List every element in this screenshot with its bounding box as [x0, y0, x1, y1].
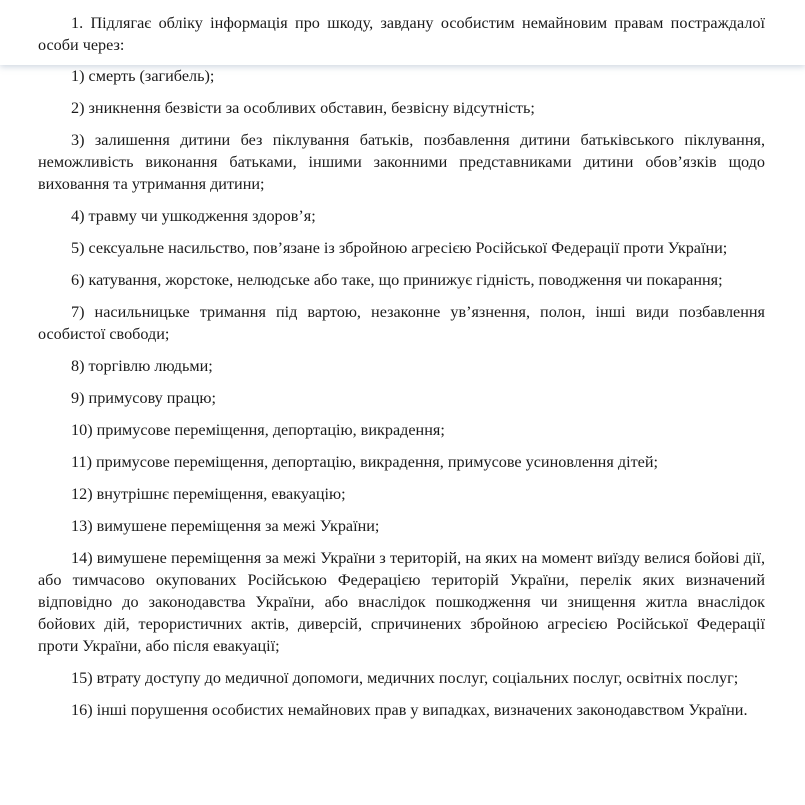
list-item: 2) зникнення безвісти за особливих обставин, безвісну відсутність;	[71, 99, 535, 117]
list-item: 11) примусове переміщення, депортацію, викрадення, примусове усиновлення дітей;	[71, 453, 658, 471]
list-item: 9) примусову працю;	[71, 389, 216, 407]
list-item: 1) смерть (загибель);	[71, 67, 215, 85]
list-item: 13) вимушене переміщення за межі України;	[71, 517, 380, 535]
list-item: 3) залишення дитини без піклування батьків, позбавлення дитини батьківського піклування, неможливість виконання батьками, іншими законними представниками дитини обов’язків щодо виховання та утримання дитини;	[38, 131, 765, 193]
list-item: 8) торгівлю людьми;	[71, 357, 213, 375]
list-item: 16) інші порушення особистих немайнових прав у випадках, визначених законодавством України.	[71, 701, 748, 719]
list-item: 7) насильницьке тримання під вартою, незаконне ув’язнення, полон, інші види позбавлення особистої свободи;	[38, 303, 765, 343]
list-item: 4) травму чи ушкодження здоров’я;	[71, 207, 316, 225]
paragraph-heading: 1. Підлягає обліку інформація про шкоду, завдану особистим немайновим правам постраждалої особи через:	[38, 14, 765, 54]
list-item: 5) сексуальне насильство, пов’язане із збройною агресією Російської Федерації проти України;	[71, 239, 728, 257]
list-item: 15) втрату доступу до медичної допомоги, медичних послуг, соціальних послуг, освітніх послуг;	[71, 669, 739, 687]
list-item: 12) внутрішнє переміщення, евакуацію;	[71, 485, 346, 503]
list-item: 10) примусове переміщення, депортацію, викрадення;	[71, 421, 445, 439]
list-item: 6) катування, жорстоке, нелюдське або таке, що принижує гідність, поводження чи покарання;	[71, 271, 723, 289]
list-item: 14) вимушене переміщення за межі України з територій, на яких на момент виїзду велися бойові дії, або тимчасово окупованих Російською Федерацією територій України, перелік яких визначений відповідно до законодавства України, або внаслідок пошкодження чи знищення житла внаслідок бойових дій, терористичних актів, диверсій, спричинених збройною агресією Російської Федерації проти України, або після евакуації;	[38, 549, 765, 655]
damage-list	[38, 65, 765, 731]
